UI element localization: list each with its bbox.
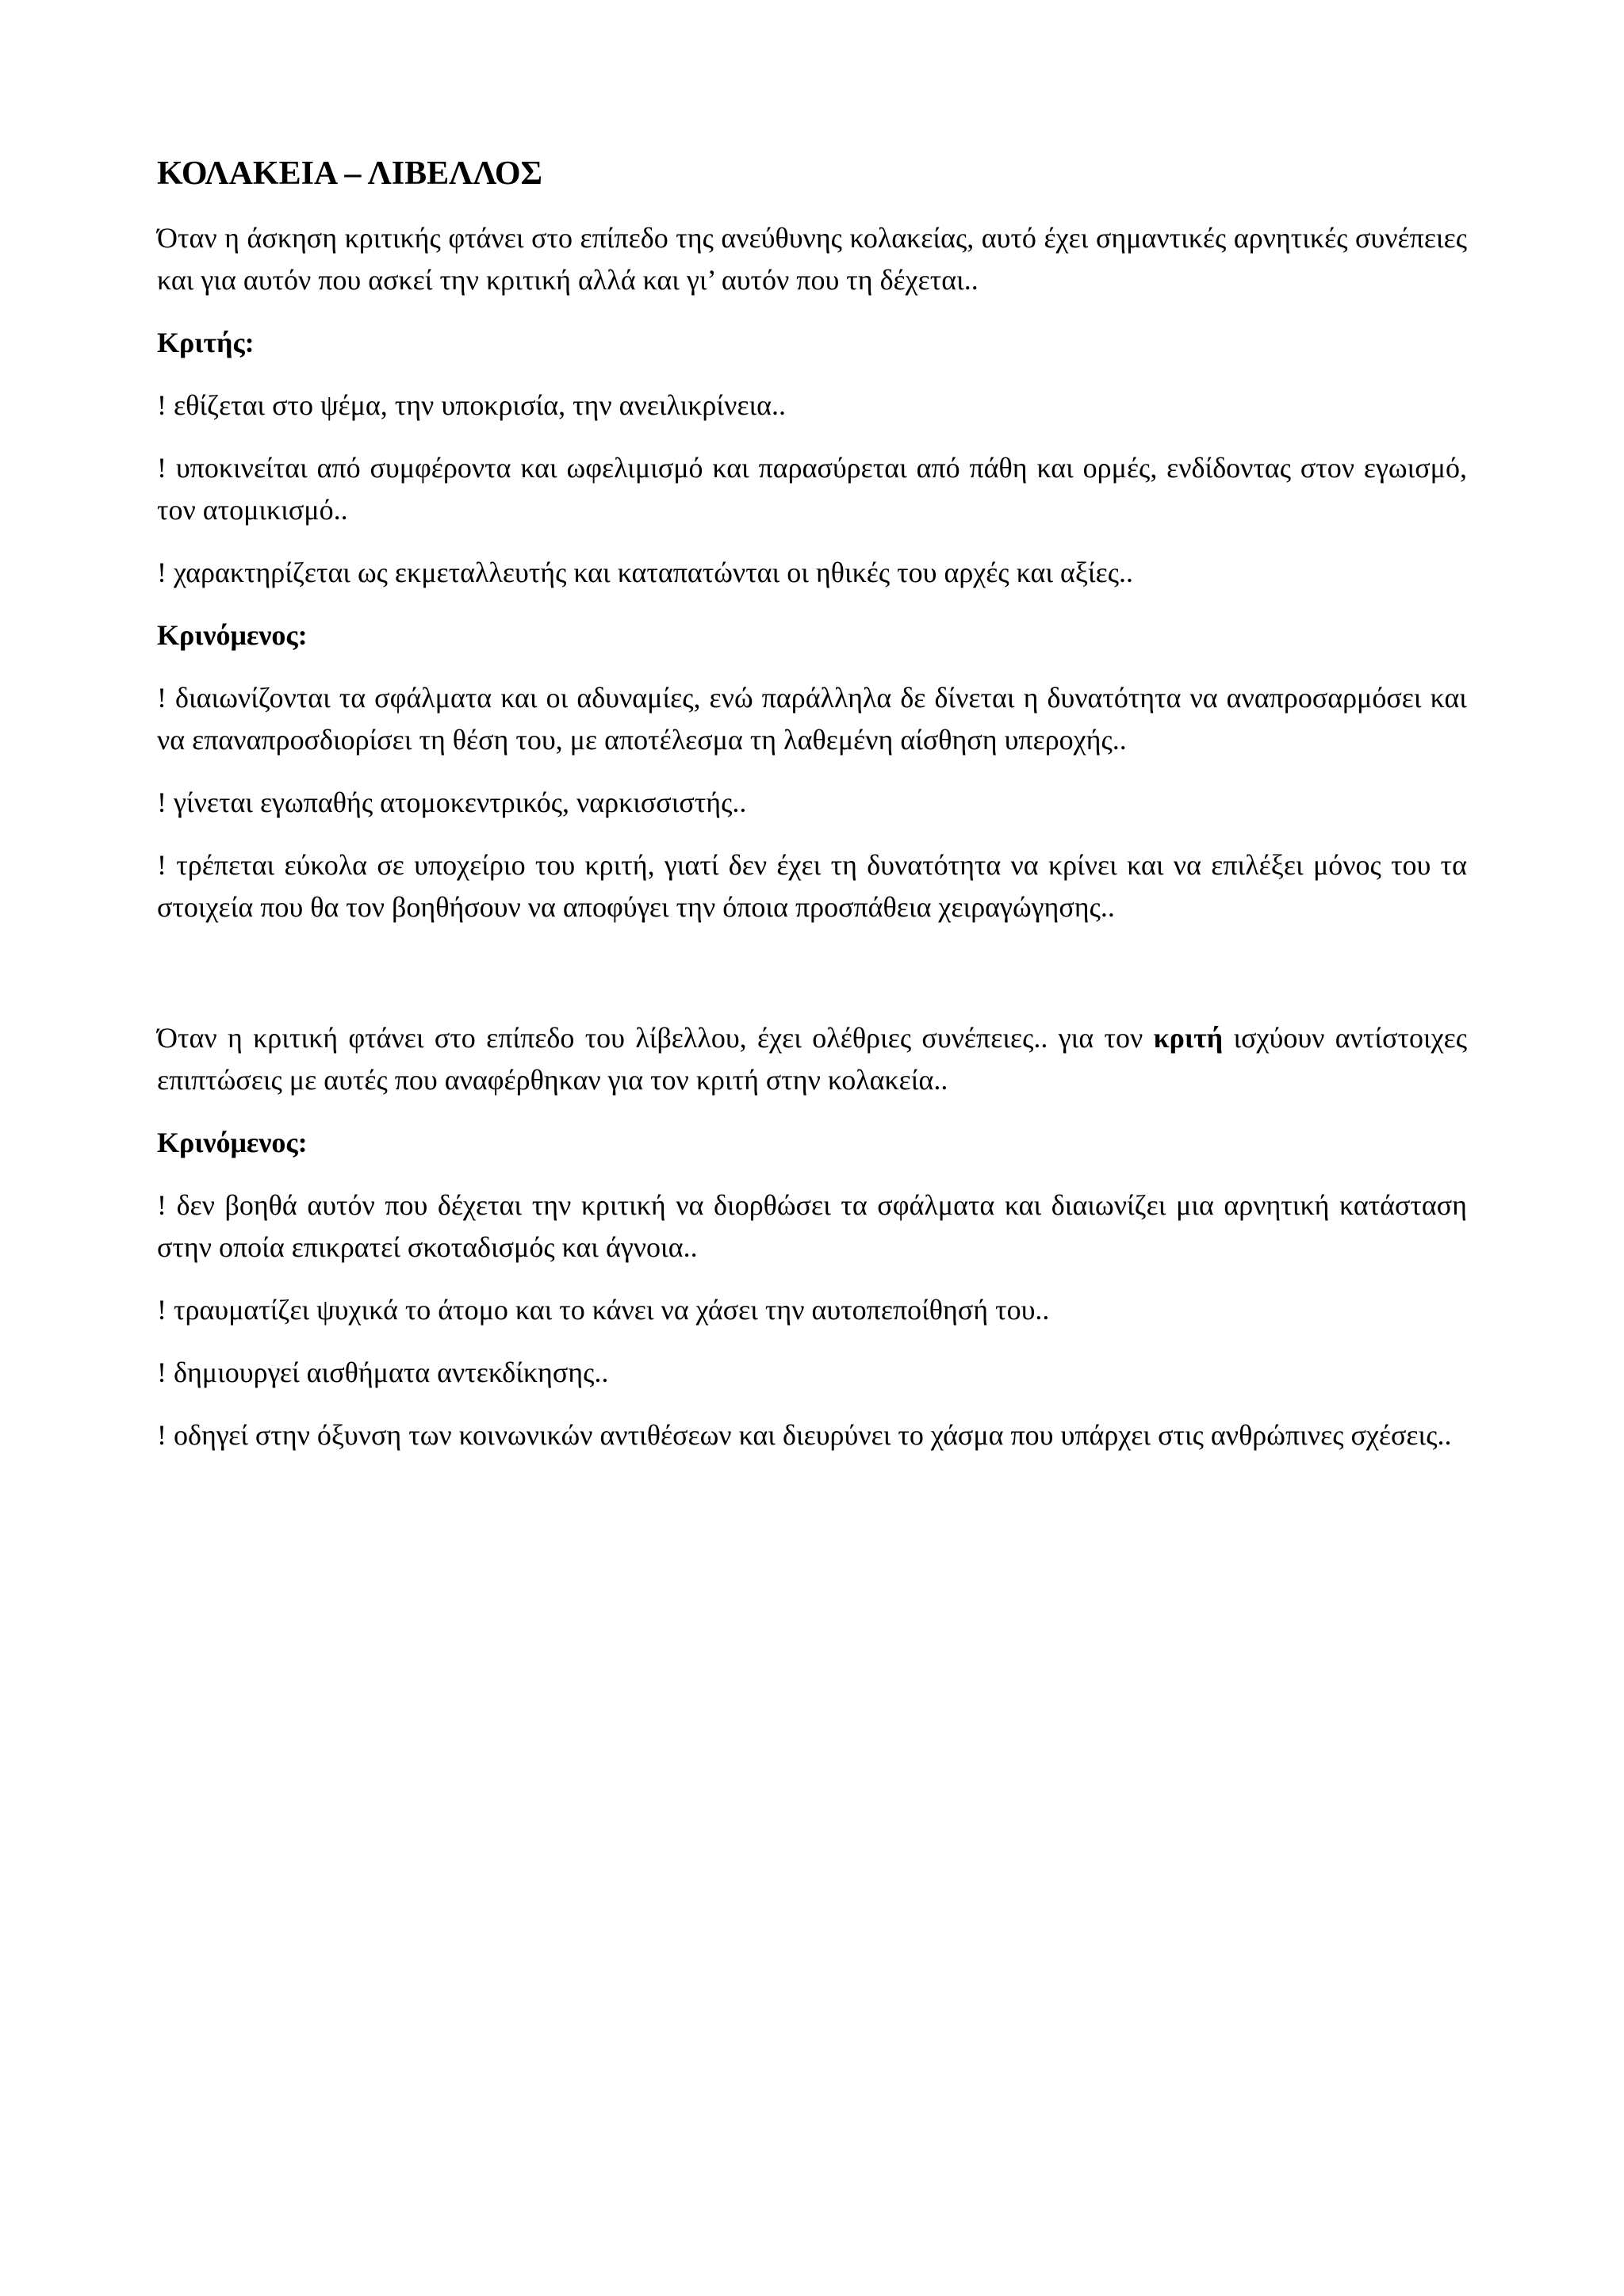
judged-heading-2: Κρινόμενος: [157, 1127, 308, 1158]
judged-point: ! τρέπεται εύκολα σε υποχείριο του κριτή, γιατί δεν έχει τη δυνατότητα να κρίνει και να επιλέξει μόνος του τα στοιχεία που θα τον βοηθήσουν να αποφύγει την όποια προσπάθεια χειραγώγησης.. [157, 849, 1467, 923]
critic-point: ! χαρακτηρίζεται ως εκμεταλλευτής και καταπατώνται οι ηθικές του αρχές και αξίες.. [157, 557, 1133, 588]
section2-intro-emphasis: κριτή [1153, 1022, 1224, 1054]
section2-intro-text: Όταν η κριτική φτάνει στο επίπεδο του λίβελλου, έχει ολέθριες συνέπειες.. για τον [157, 1022, 1154, 1054]
judged-point: ! διαιωνίζονται τα σφάλματα και οι αδυναμίες, ενώ παράλληλα δε δίνεται η δυνατότητα να αναπροσαρμόσει και να επαναπροσδιορίσει τη θέση του, με αποτέλεσμα τη λαθεμένη αίσθηση υπεροχής.. [157, 682, 1467, 756]
section2-intro-paragraph [157, 1017, 1467, 1101]
critic-heading: Κριτής: [157, 327, 255, 358]
judged-heading: Κρινόμενος: [157, 619, 308, 651]
libel-judged-point: ! δημιουργεί αισθήματα αντεκδίκησης.. [157, 1357, 609, 1388]
libel-judged-point: ! τραυματίζει ψυχικά το άτομο και το κάνει να χάσει την αυτοπεποίθησή του.. [157, 1294, 1050, 1326]
critic-point: ! υποκινείται από συμφέροντα και ωφελιμισμό και παρασύρεται από πάθη και ορμές, ενδίδοντας στον εγωισμό, τον ατομικισμό.. [157, 452, 1467, 526]
critic-point: ! εθίζεται στο ψέμα, την υποκρισία, την ανειλικρίνεια.. [157, 389, 787, 421]
section-spacer [157, 949, 1467, 1017]
section2-intro-text-end: ισχύουν αντίστοιχες επιπτώσεις με αυτές που αναφέρθηκαν για τον κριτή στην κολακεία.. [157, 1022, 1467, 1096]
document-body [157, 151, 1467, 1477]
judged-point: ! γίνεται εγωπαθής ατομοκεντρικός, ναρκισσιστής.. [157, 786, 747, 818]
libel-judged-point: ! οδηγεί στην όξυνση των κοινωνικών αντιθέσεων και διευρύνει το χάσμα που υπάρχει στις ανθρώπινες σχέσεις.. [157, 1419, 1452, 1451]
section1-intro-paragraph: Όταν η άσκηση κριτικής φτάνει στο επίπεδο της ανεύθυνης κολακείας, αυτό έχει σημαντικές αρνητικές συνέπειες και για αυτόν που ασκεί την κριτική αλλά και γι’ αυτόν που τη δέχεται.. [157, 222, 1467, 296]
libel-judged-point: ! δεν βοηθά αυτόν που δέχεται την κριτική να διορθώσει τα σφάλματα και διαιωνίζει μια αρνητική κατάσταση στην οποία επικρατεί σκοταδισμός και άγνοια.. [157, 1189, 1467, 1263]
document-title: ΚΟΛΑΚΕΙΑ – ΛΙΒΕΛΛΟΣ [157, 155, 542, 192]
